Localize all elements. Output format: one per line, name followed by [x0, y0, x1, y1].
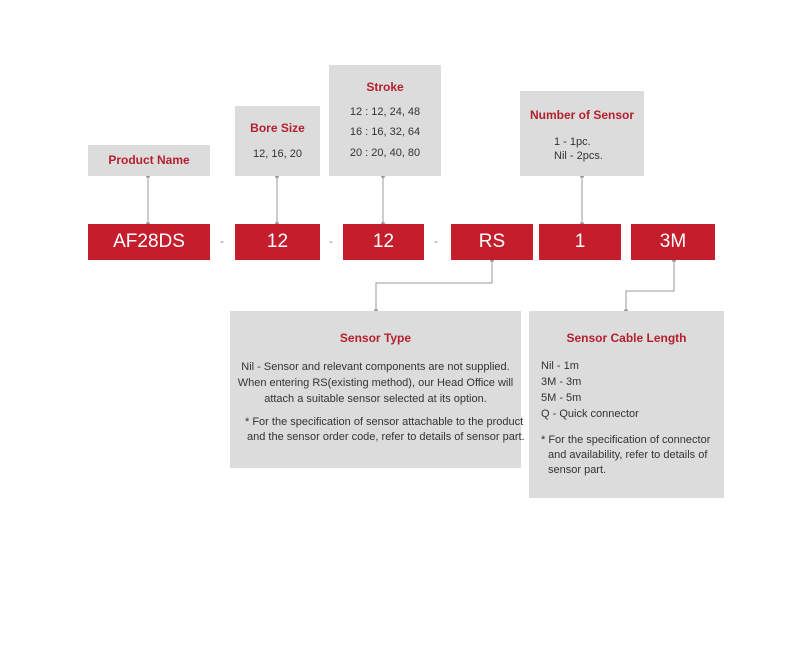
cable-length-note: sensor part. [548, 464, 607, 476]
number-of-sensor-box [520, 91, 644, 176]
sensor-type-note: * For the specification of sensor attachable to the product [245, 416, 524, 428]
number-of-sensor-row: 1 - 1pc. [554, 136, 591, 148]
code-number-of-sensor: 1 [539, 224, 621, 260]
code-separator: - [329, 234, 333, 248]
cable-length-option: Nil - 1m [541, 360, 579, 372]
stroke-row: 20 : 20, 40, 80 [349, 147, 421, 159]
stroke-box [329, 65, 441, 176]
product-name-box [88, 145, 210, 176]
connector-sensor-type [376, 260, 492, 311]
sensor-type-line: Nil - Sensor and relevant components are not supplied. [241, 361, 510, 373]
code-stroke: 12 [343, 224, 424, 260]
sensor-cable-length-title: Sensor Cable Length [566, 331, 687, 345]
stroke-row: 12 : 12, 24, 48 [349, 106, 421, 118]
sensor-type-line: When entering RS(existing method), our Head Office will [237, 377, 514, 389]
sensor-type-box [230, 311, 525, 468]
code-sensor-type: RS [451, 224, 533, 260]
sensor-type-line: attach a suitable sensor selected at its option. [264, 393, 487, 405]
sensor-cable-length-box [529, 311, 724, 498]
cable-length-note: * For the specification of connector [541, 434, 711, 446]
code-separator: - [434, 234, 438, 248]
cable-length-note: and availability, refer to details of [548, 449, 708, 461]
code-product-name: AF28DS [88, 224, 210, 260]
cable-length-option: Q - Quick connector [541, 408, 639, 420]
stroke-row: 16 : 16, 32, 64 [349, 126, 421, 138]
sensor-type-note: and the sensor order code, refer to details of sensor part. [247, 431, 525, 443]
bore-size-title: Bore Size [250, 121, 305, 135]
bore-size-values: 12, 16, 20 [253, 148, 302, 160]
code-bore-size: 12 [235, 224, 320, 260]
connector-cable-length [626, 260, 674, 311]
bore-size-box [235, 106, 320, 176]
cable-length-option: 3M - 3m [541, 376, 582, 388]
sensor-type-title: Sensor Type [339, 331, 412, 345]
cable-length-option: 5M - 5m [541, 392, 582, 404]
code-cable-length: 3M [631, 224, 715, 260]
number-of-sensor-title: Number of Sensor [529, 108, 634, 122]
number-of-sensor-row: Nil - 2pcs. [554, 150, 603, 162]
product-name-title: Product Name [108, 153, 190, 167]
stroke-title: Stroke [366, 80, 404, 94]
code-separator: - [220, 234, 224, 248]
